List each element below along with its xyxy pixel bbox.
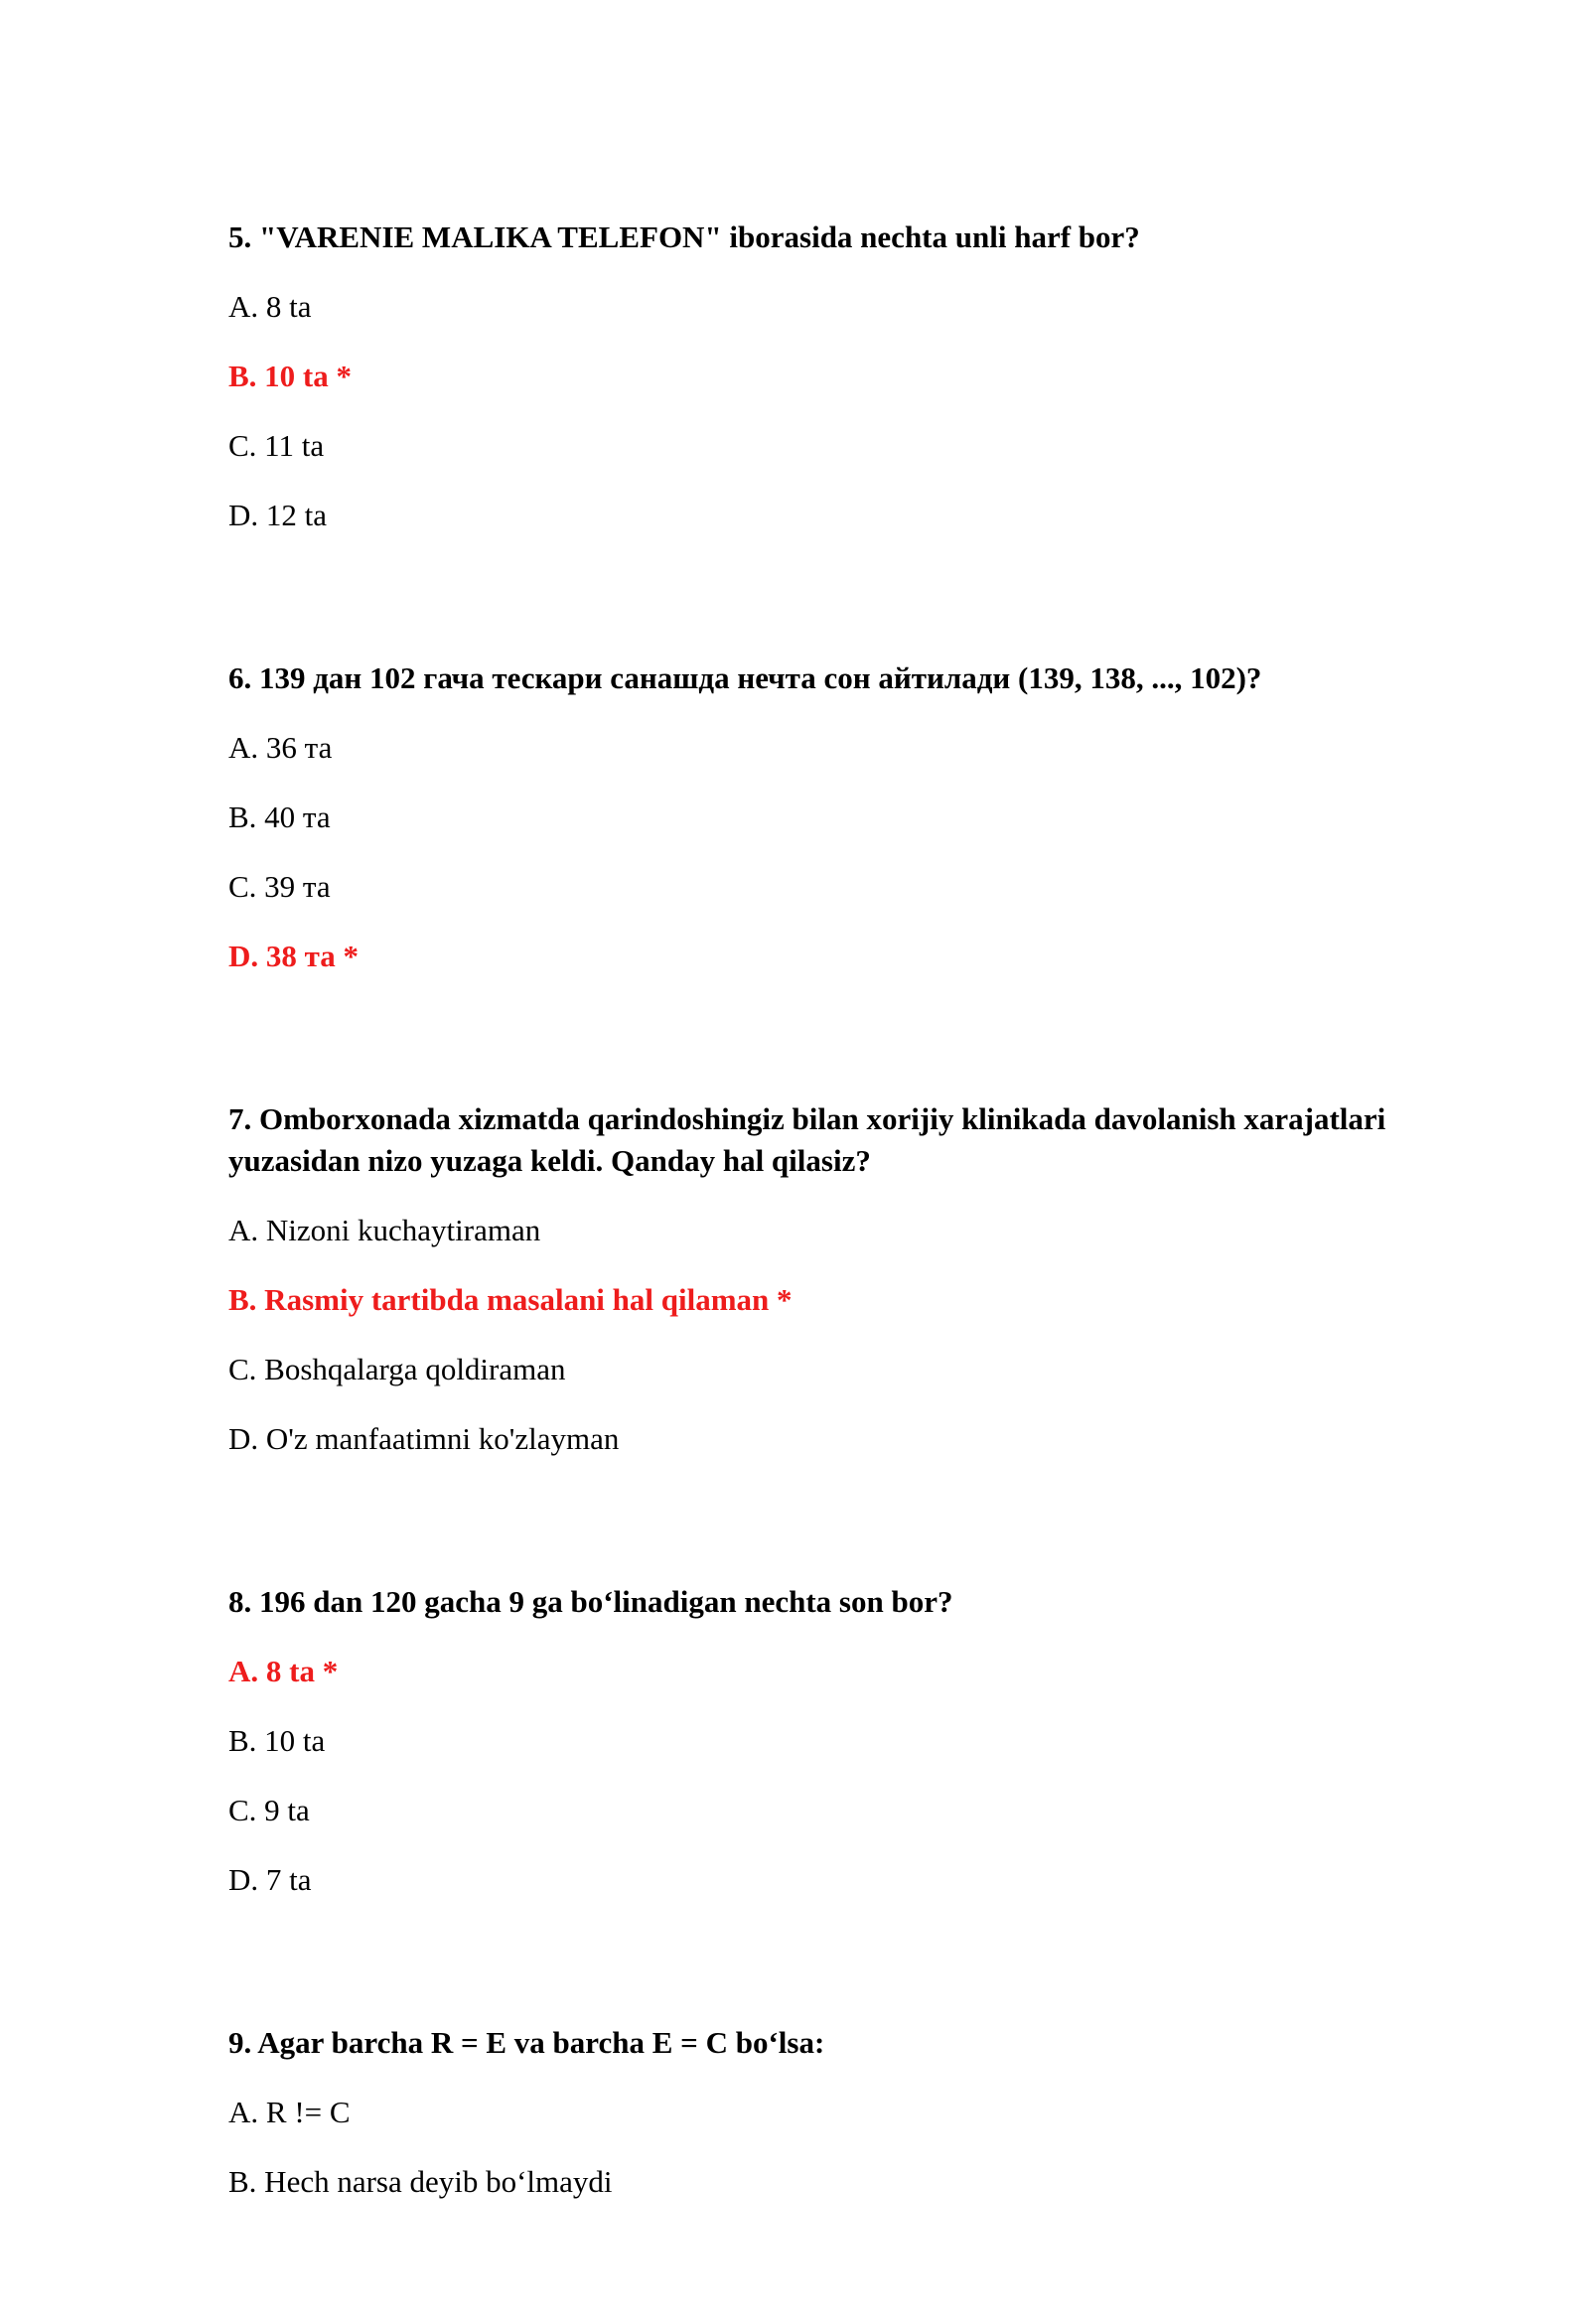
answer-option-b: B. Hech narsa deyib bo‘lmaydi bbox=[228, 2164, 613, 2199]
question-text: 7. Omborxonada xizmatda qarindoshingiz bilan xorijiy klinikada davolanish xarajatlari yuzasidan nizo yuzaga keldi. Qanday hal qilasiz? bbox=[228, 1101, 1386, 1178]
question-text: 9. Agar barcha R = E va barcha E = C bo‘lsa: bbox=[228, 2025, 825, 2060]
question-6 bbox=[228, 657, 1460, 977]
answer-option-c: C. 11 ta bbox=[228, 428, 325, 463]
answer-option-a: A. Nizoni kuchaytiraman bbox=[228, 1213, 541, 1247]
answer-option-d: D. O'z manfaatimni ko'zlayman bbox=[228, 1421, 620, 1456]
answer-option-b: B. 40 та bbox=[228, 799, 331, 834]
answer-option-b: B. 10 ta bbox=[228, 1723, 326, 1758]
answer-option-a: A. R != C bbox=[228, 2095, 351, 2129]
answer-option-a: A. 8 ta bbox=[228, 289, 312, 324]
answer-option-a-correct: A. 8 ta * bbox=[228, 1654, 339, 1688]
question-5 bbox=[228, 217, 1460, 536]
answer-option-d: D. 12 ta bbox=[228, 498, 328, 532]
question-text: 8. 196 dan 120 gacha 9 ga bo‘linadigan nechta son bor? bbox=[228, 1584, 953, 1619]
answer-option-c: C. 9 ta bbox=[228, 1793, 310, 1827]
question-7 bbox=[228, 1098, 1460, 1460]
question-9 bbox=[228, 2022, 1460, 2203]
question-8 bbox=[228, 1581, 1460, 1901]
answer-option-c: C. 39 та bbox=[228, 869, 331, 904]
answer-option-c: C. Boshqalarga qoldiraman bbox=[228, 1352, 566, 1386]
answer-option-b-correct: B. 10 ta * bbox=[228, 359, 352, 393]
question-text: 5. "VARENIE MALIKA TELEFON" iborasida nechta unli harf bor? bbox=[228, 219, 1140, 254]
question-text: 6. 139 дан 102 гача тескари санашда нечта сон айтилади (139, 138, ..., 102)? bbox=[228, 660, 1262, 695]
document-page bbox=[228, 217, 1460, 2324]
answer-option-b-correct: B. Rasmiy tartibda masalani hal qilaman * bbox=[228, 1282, 793, 1317]
answer-option-a: A. 36 та bbox=[228, 730, 333, 765]
answer-option-d-correct: D. 38 та * bbox=[228, 939, 359, 973]
answer-option-d: D. 7 ta bbox=[228, 1862, 312, 1897]
